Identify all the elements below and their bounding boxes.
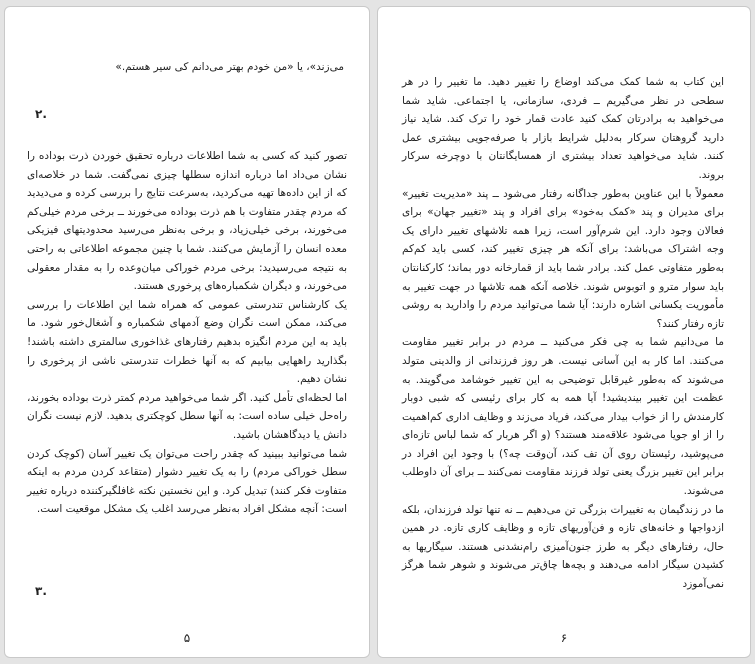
section-number: ۲.: [35, 107, 47, 121]
paragraph: می‌زند»، یا «من خودم بهتر می‌دانم کی سیر هستم.»: [115, 61, 344, 73]
paragraph: یک کارشناس تندرستی عمومی که همراه شما این اطلاعات را بررسی می‌کند، ممکن است نگران وضع آدمهای شکمباره و آشغال‌خور شود. ما باید به این مردم انگیزه بدهیم رفتارهای غذاخوری سالمتری داشته باشند! بگذارید راههایی بیابیم که به آنها خطرات تندرستی ناشی از پرخوری را نشان دهیم.: [27, 298, 347, 386]
section-number: ۳.: [35, 584, 47, 598]
page-number: ۵: [183, 631, 191, 645]
book-page-left: [4, 6, 370, 658]
paragraph: معمولاً با این عناوین به‌طور جداگانه رفتار می‌شود ــ پند «مدیریت تغییر» برای مدیران و پند «کمک به‌خود» برای افراد و پند «تغییر جهان» برای فعالان وجود دارد. این شرم‌آور است، زیرا همه تلاشهای تغییر دارای یک وجه اشتراک می‌باشد: برای آنکه هر چیزی تغییر کند، کسی باید کم‌کم به‌طور متفاوتی عمل کند. برادر شما باید از قمارخانه دور بماند؛ کارکنانتان باید سوار مترو و اتوبوس شوند. خلاصه آنکه همه تلاشها در جهت تغییر به مأموریت یکسانی اشاره دارند: آیا شما می‌توانید مردم را وادارید به روشی تازه رفتار کنند؟: [402, 187, 724, 330]
book-page-right: [377, 6, 751, 658]
paragraph: ما می‌دانیم شما به چی فکر می‌کنید ــ مردم در برابر تغییر مقاومت می‌کنند. اما کار به این آسانی نیست. هر روز فرزندانی از والدینی متولد می‌شوند که به‌طور غیرقابل توضیحی به این تغییر خوشامد می‌گویند. به عظمت این تغییر بیندیشید! آیا همه به کار برای رئیسی که شبی دوبار کارمندش را از خواب بیدار می‌کند، فریاد می‌زند و وظایف اداری کم‌اهمیت را از او جویا می‌شود علاقه‌مند هستند؟ (و اگر هربار که شما لباس تازه‌ای می‌پوشید، رئیستان روی آن تف کند، آن‌وقت چه؟) با وجود این افراد در برابر این تغییر بزرگ یعنی تولد فرزند مقاومت نمی‌کنند ــ برای آن داوطلب می‌شوند.: [402, 336, 724, 498]
paragraph: شما می‌توانید ببینید که چقدر راحت می‌توان یک تغییر آسان (کوچک کردن سطل خوراکی مردم) را به یک تغییر دشوار (متقاعد کردن مردم به اینکه متفاوت فکر کنند) تبدیل کرد. و این نخستین نکته غافلگیرکننده درباره تغییر است: آنچه مشکل افراد به‌نظر می‌رسد اغلب یک مشکل موقعیت است.: [27, 447, 347, 516]
left-page-body: [27, 147, 347, 519]
paragraph: اما لحظه‌ای تأمل کنید. اگر شما می‌خواهید مردم کمتر ذرت بوداده بخورند، راه‌حل خیلی ساده است: به آنها سطل کوچکتری بدهید. لازم نیست نگران دانش یا دیدگاهشان باشید.: [27, 391, 347, 441]
continued-line: [27, 58, 344, 77]
paragraph: ما در زندگیمان به تغییرات بزرگی تن می‌دهیم ــ نه تنها تولد فرزندان، بلکه ازدواجها و خانه‌های تازه و فن‌آوریهای تازه و وظایف کاری تازه. در همین حال، رفتارهای دیگر به طرز جنون‌آمیزی رام‌نشدنی هستند. سیگاریها به کشیدن سیگار ادامه می‌دهند و بچه‌ها چاق‌تر می‌شوند و شوهر شما هرگز نمی‌آموزد: [402, 503, 724, 591]
paragraph: این کتاب به شما کمک می‌کند اوضاع را تغییر دهید. ما تغییر را در هر سطحی در نظر می‌گیریم ــ فردی، سازمانی، یا اجتماعی. شاید شما می‌خواهید به برادرتان کمک کنید عادت قمار خود را ترک کند. شاید نیاز دارید گروهتان سرکار به‌دلیل شرایط بازار با صرفه‌جویی بیشتری عمل کنند. شاید می‌خواهید تعداد بیشتری از همسایگانتان با دوچرخه سرکار بروند.: [402, 76, 724, 181]
right-page-body: [402, 73, 724, 594]
paragraph: تصور کنید که کسی به شما اطلاعات درباره تحقیق خوردن ذرت بوداده را نشان می‌داد اما درباره اندازه سطلها چیزی نمی‌گفت. شما در خلاصه‌ای که از این داده‌ها تهیه می‌کردید، به‌سرعت نتایج را بررسی کرده و می‌دیدید که مردم چقدر متفاوت با هم ذرت بوداده می‌خورند ــ برخی مردم خیلی‌کم می‌خورند، برخی خیلی‌زیاد، و برخی به‌نظر می‌رسید محدودیتهای فیزیکی معده انسان را آزمایش می‌کنند. شما با چنین مجموعه اطلاعاتی به راحتی به نتیجه می‌رسیدید: برخی مردم خوراکی میان‌وعده را به مقدار معقولی می‌خورند، و دیگران شکمباره‌های پرخوری هستند.: [27, 150, 347, 293]
page-number: ۶: [560, 631, 568, 645]
